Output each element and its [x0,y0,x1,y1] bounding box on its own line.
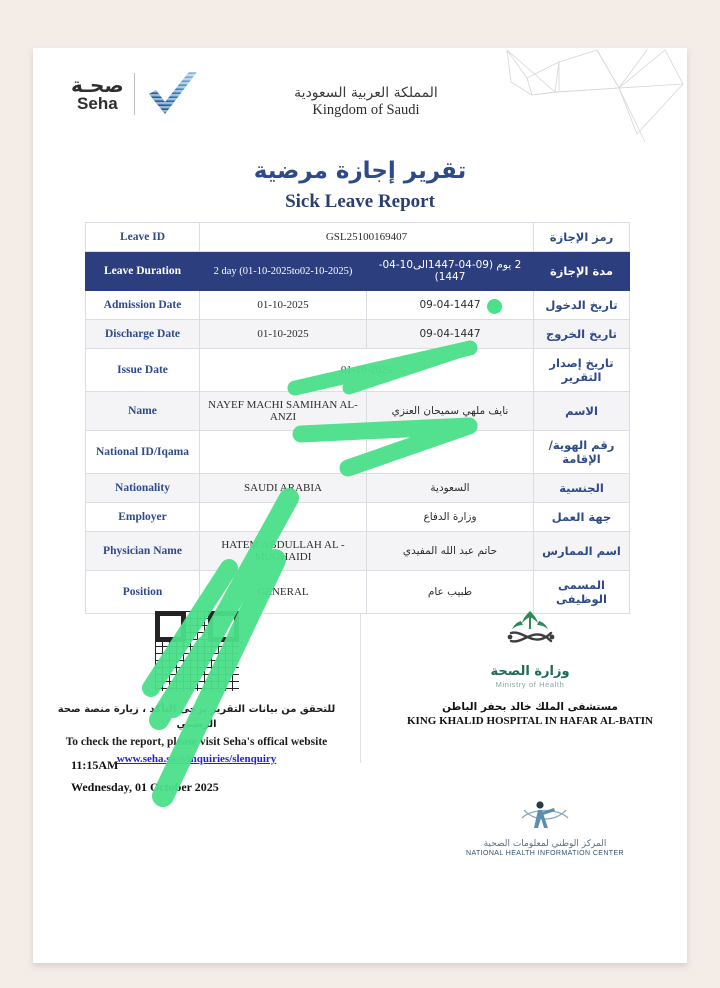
table-row [86,503,630,532]
row-label-english: Name [86,392,200,431]
row-label-english: Employer [86,503,200,532]
row-value-arabic: 2 يوم (09-04-1447الى10-04-1447) [367,252,534,291]
row-label-arabic: مدة الإجازة [534,252,630,291]
table-row [86,431,630,474]
seha-logo-english: Seha [77,94,118,114]
row-value-merged: GSL25100169407 [200,223,534,252]
nhic-english: NATIONAL HEALTH INFORMATION CENTER [465,850,625,857]
kingdom-english: Kingdom of Saudi [312,102,420,119]
verify-text-arabic: للتحقق من بيانات التقرير يرجى التأكد ، زيارة منصة صحة الرسمي [57,704,336,730]
seha-logo [71,70,201,118]
sick-leave-table [85,222,630,614]
issue-time: 11:15AM [71,758,119,772]
row-label-arabic: المسمى الوظيفى [534,571,630,614]
title-english: Sick Leave Report [285,191,435,212]
row-label-arabic: تاريخ الخروج [534,320,630,349]
hospital-english: KING KHALID HOSPITAL IN HAFAR AL-BATIN [406,715,653,727]
logo-divider [134,73,135,115]
kingdom-arabic: المملكة العربية السعودية [294,85,438,101]
row-label-arabic: الجنسية [534,474,630,503]
table-row [86,474,630,503]
row-label-arabic: الاسم [534,392,630,431]
row-label-english: Physician Name [86,532,200,571]
row-label-arabic: رقم الهوية/الإقامة [534,431,630,474]
row-value-english: 01-10-2025 [200,320,367,349]
row-label-english: Discharge Date [86,320,200,349]
table-row [86,349,630,392]
row-value-english: 2 day (01-10-2025to02-10-2025) [200,252,367,291]
row-label-arabic: تاريخ إصدار التقرير [534,349,630,392]
seha-wordmark [71,75,124,113]
row-value-arabic [367,431,534,474]
row-value-arabic: حاتم عبد الله المفيدي [367,532,534,571]
nhic-block [425,798,665,857]
row-value-english [200,503,367,532]
row-value-arabic: وزارة الدفاع [367,503,534,532]
footer-verification-block [33,603,360,767]
row-label-english: National ID/Iqama [86,431,200,474]
row-value-english: GENERAL [200,571,367,614]
row-value-arabic: السعودية [367,474,534,503]
seha-website-link[interactable]: www.seha.sa/#/inquiries/slenquiry [116,753,277,765]
table-row [86,291,630,320]
document-header [33,48,687,153]
row-label-arabic: اسم الممارس [534,532,630,571]
row-value-english [200,431,367,474]
verify-text-english: To check the report, please visit Seha's offical website [65,736,328,748]
document-page [33,48,687,963]
nhic-logo-icon [518,798,572,832]
row-value-arabic: طبيب عام [367,571,534,614]
issue-date: Wednesday, 01 October 2025 [71,780,219,794]
row-label-arabic: رمز الإجازة [534,223,630,252]
seha-logo-arabic: صحـة [71,73,124,98]
row-value-arabic: 09-04-1447 [367,320,534,349]
row-value-english: NAYEF MACHI SAMIHAN AL-ANZI [200,392,367,431]
row-label-arabic: تاريخ الدخول [534,291,630,320]
row-value-english: HATEM ABDULLAH AL - MUGHAIDI [200,532,367,571]
row-label-arabic: جهة العمل [534,503,630,532]
row-label-english: Position [86,571,200,614]
row-value-arabic: نايف ملهي سميحان العنزي [367,392,534,431]
row-label-english: Admission Date [86,291,200,320]
row-value-english: 01-10-2025 [200,291,367,320]
document-footer [33,603,687,857]
table-row [86,252,630,291]
hospital-arabic: مستشفى الملك خالد بحفر الباطن [442,701,618,713]
nhic-arabic: المركز الوطني لمعلومات الصحية [483,839,607,849]
row-label-english: Leave Duration [86,252,200,291]
row-label-english: Issue Date [86,349,200,392]
row-label-english: Nationality [86,474,200,503]
table-row [86,223,630,252]
report-table-wrapper [85,222,630,614]
row-value-arabic: 09-04-1447 [367,291,534,320]
page-title [33,158,687,213]
table-row [86,320,630,349]
row-value-english: SAUDI ARABIA [200,474,367,503]
footer-hospital-block [373,609,687,727]
table-row [86,532,630,571]
ministry-english: Ministry of Health [495,680,565,689]
footer-divider [360,613,361,763]
title-arabic: تقرير إجازة مرضية [253,158,467,184]
kingdom-emblem [286,86,446,119]
ministry-arabic: وزارة الصحة [490,664,570,679]
ministry-of-health-logo-icon [493,609,567,657]
row-value-merged: 01-10-2025 [200,349,534,392]
qr-code[interactable] [155,611,239,691]
table-row [86,392,630,431]
seha-checkmark-icon [145,70,201,118]
row-label-english: Leave ID [86,223,200,252]
